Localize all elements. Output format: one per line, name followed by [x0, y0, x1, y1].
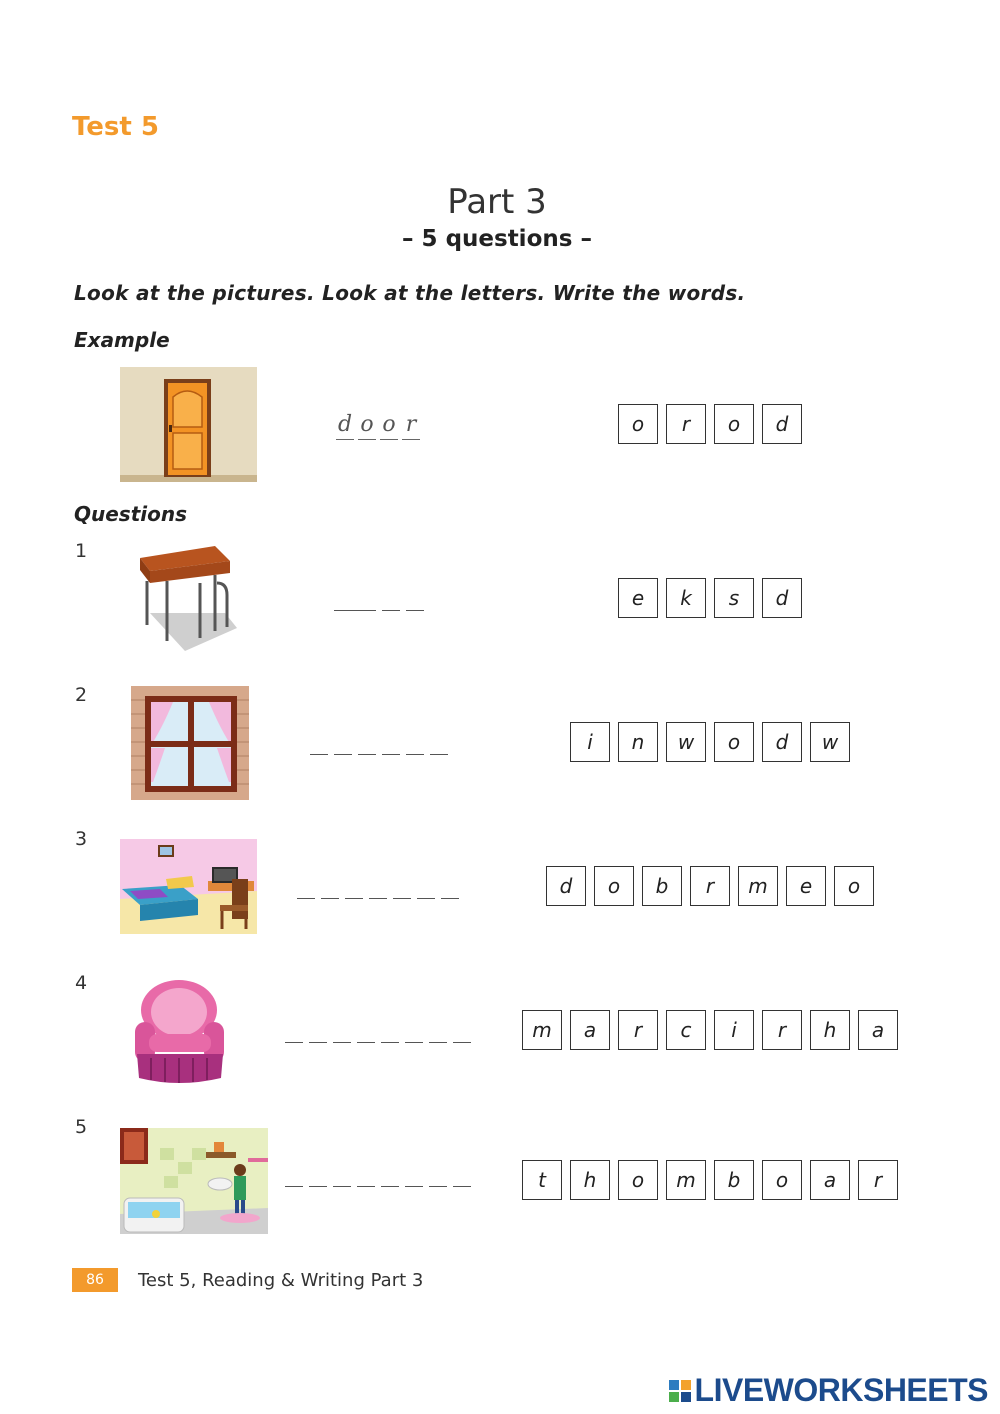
letter-box: b	[642, 866, 682, 906]
question-number: 3	[75, 828, 88, 850]
answer-blank[interactable]	[297, 898, 315, 899]
answer-blank[interactable]	[358, 610, 376, 611]
letter-box: d	[546, 866, 586, 906]
answer-blank[interactable]	[321, 898, 339, 899]
letter-box: m	[738, 866, 778, 906]
letter-box: m	[522, 1010, 562, 1050]
answer-blank[interactable]	[309, 1186, 327, 1187]
questions-label: Questions	[74, 502, 188, 526]
example-letter-boxes	[618, 404, 802, 444]
armchair-picture	[131, 978, 228, 1086]
answer-blank[interactable]	[334, 610, 360, 611]
answer-blank[interactable]	[405, 1042, 423, 1043]
answer-blank[interactable]	[345, 898, 363, 899]
letter-box: w	[666, 722, 706, 762]
part-subtitle: – 5 questions –	[402, 226, 592, 252]
letter-box: o	[714, 722, 754, 762]
answer-blank[interactable]	[357, 1186, 375, 1187]
letter-boxes	[570, 722, 850, 762]
answer-blank[interactable]	[285, 1186, 303, 1187]
letter-box: o	[618, 404, 658, 444]
letter-box: k	[666, 578, 706, 618]
answer-blank[interactable]	[453, 1042, 471, 1043]
letter-box: o	[834, 866, 874, 906]
answer-blank[interactable]	[417, 898, 435, 899]
answer-blank[interactable]	[357, 1042, 375, 1043]
letter-box: h	[810, 1010, 850, 1050]
desk-picture	[135, 543, 240, 653]
bathroom-picture	[120, 1128, 268, 1234]
answer-blank[interactable]	[382, 754, 400, 755]
liveworksheets-logo-icon	[669, 1380, 691, 1402]
letter-box: e	[618, 578, 658, 618]
example-answer-letter: o	[358, 412, 376, 440]
letter-box: d	[762, 722, 802, 762]
letter-box: s	[714, 578, 754, 618]
answer-blank[interactable]	[309, 1042, 327, 1043]
answer-blank[interactable]	[405, 1186, 423, 1187]
liveworksheets-logo-text: LIVEWORKSHEETS	[694, 1372, 988, 1408]
answer-blank[interactable]	[334, 754, 352, 755]
example-label: Example	[74, 328, 170, 352]
test-title: Test 5	[72, 112, 159, 142]
footer-text: Test 5, Reading & Writing Part 3	[138, 1270, 424, 1291]
question-number: 5	[75, 1116, 88, 1138]
example-answer-letter: d	[336, 412, 354, 440]
letter-box: h	[570, 1160, 610, 1200]
answer-blank[interactable]	[369, 898, 387, 899]
letter-box: o	[762, 1160, 802, 1200]
letter-boxes	[522, 1160, 898, 1200]
letter-box: d	[762, 578, 802, 618]
letter-box: r	[618, 1010, 658, 1050]
letter-box: r	[858, 1160, 898, 1200]
answer-blank[interactable]	[381, 1042, 399, 1043]
letter-box: o	[714, 404, 754, 444]
question-number: 2	[75, 684, 88, 706]
liveworksheets-logo	[669, 1372, 988, 1409]
answer-blank[interactable]	[441, 898, 459, 899]
example-answer-letter: o	[380, 412, 398, 440]
letter-box: t	[522, 1160, 562, 1200]
answer-blank[interactable]	[430, 754, 448, 755]
letter-box: w	[810, 722, 850, 762]
answer-blank[interactable]	[333, 1042, 351, 1043]
answer-blank[interactable]	[382, 610, 400, 611]
example-answer-letter: r	[402, 412, 420, 440]
letter-box: i	[714, 1010, 754, 1050]
letter-box: r	[690, 866, 730, 906]
letter-box: o	[618, 1160, 658, 1200]
letter-box: r	[762, 1010, 802, 1050]
letter-box: e	[786, 866, 826, 906]
window-picture	[131, 686, 249, 800]
answer-blank[interactable]	[429, 1042, 447, 1043]
answer-blank[interactable]	[310, 754, 328, 755]
letter-box: c	[666, 1010, 706, 1050]
letter-box: a	[810, 1160, 850, 1200]
answer-blank[interactable]	[393, 898, 411, 899]
answer-blank[interactable]	[406, 754, 424, 755]
answer-blank[interactable]	[453, 1186, 471, 1187]
question-number: 4	[75, 972, 88, 994]
answer-blank[interactable]	[333, 1186, 351, 1187]
letter-boxes	[618, 578, 802, 618]
letter-box: i	[570, 722, 610, 762]
letter-box: n	[618, 722, 658, 762]
letter-box: d	[762, 404, 802, 444]
instruction-text: Look at the pictures. Look at the letters. Write the words.	[74, 281, 746, 305]
letter-box: m	[666, 1160, 706, 1200]
letter-box: b	[714, 1160, 754, 1200]
bedroom-picture	[120, 839, 257, 934]
answer-blank[interactable]	[358, 754, 376, 755]
letter-boxes	[546, 866, 874, 906]
door-picture	[120, 367, 257, 482]
letter-box: r	[666, 404, 706, 444]
letter-box: o	[594, 866, 634, 906]
page-number-badge: 86	[72, 1268, 118, 1292]
question-number: 1	[75, 540, 88, 562]
letter-box: a	[858, 1010, 898, 1050]
part-title: Part 3	[447, 182, 547, 222]
answer-blank[interactable]	[285, 1042, 303, 1043]
answer-blank[interactable]	[381, 1186, 399, 1187]
answer-blank[interactable]	[429, 1186, 447, 1187]
letter-box: a	[570, 1010, 610, 1050]
letter-boxes	[522, 1010, 898, 1050]
answer-blank[interactable]	[406, 610, 424, 611]
example-answer	[336, 412, 420, 440]
